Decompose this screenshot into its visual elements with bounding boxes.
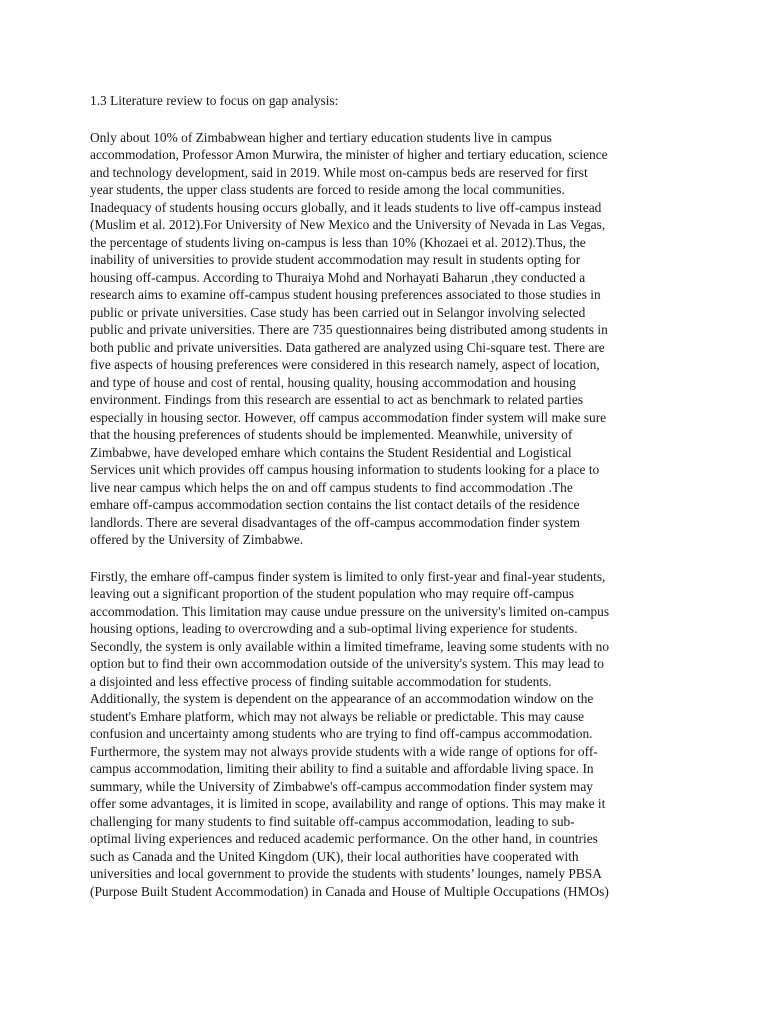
- text-line: accommodation. This limitation may cause undue pressure on the university's limited on-campus: [90, 603, 610, 619]
- text-line: the percentage of students living on-campus is less than 10% (Khozaei et al. 2012).Thus, the: [90, 234, 586, 250]
- text-line: live near campus which helps the on and off campus students to find accommodation .The: [90, 479, 573, 495]
- text-line: research aims to examine off-campus student housing preferences associated to those studies in: [90, 287, 601, 302]
- text-line: summary, while the University of Zimbabwe's off-campus accommodation finder system may: [90, 778, 593, 794]
- section-heading: 1.3 Literature review to focus on gap analysis:: [90, 93, 339, 108]
- text-line: year students, the upper class students are forced to reside among the local communities.: [90, 182, 565, 197]
- text-line: especially in housing sector. However, off campus accommodation finder system will make sure: [90, 409, 607, 425]
- text-line: (Purpose Built Student Accommodation) in Canada and House of Multiple Occupations (HMOs): [90, 883, 609, 899]
- text-line: housing options, leading to overcrowding and a sub-optimal living experience for students.: [90, 621, 578, 636]
- text-line: accommodation, Professor Amon Murwira, the minister of higher and tertiary education, science: [90, 147, 608, 162]
- text-line: offered by the University of Zimbabwe.: [90, 532, 304, 547]
- text-line: confusion and uncertainty among students who are trying to find off-campus accommodation.: [90, 726, 593, 741]
- document-body: [90, 92, 684, 919]
- text-line: Firstly, the emhare off-campus finder system is limited to only first-year and final-year students,: [90, 568, 606, 584]
- text-line: public and private universities. There are 735 questionnaires being distributed among students in: [90, 322, 608, 337]
- text-line: housing off-campus. According to Thuraiya Mohd and Norhayati Baharun ,they conducted a: [90, 269, 586, 285]
- text-line: and type of house and cost of rental, housing quality, housing accommodation and housing: [90, 374, 576, 390]
- text-line: (Muslim et al. 2012).For University of New Mexico and the University of Nevada in Las Vegas,: [90, 217, 606, 232]
- text-line: and technology development, said in 2019. While most on-campus beds are reserved for first: [90, 164, 588, 180]
- text-line: optimal living experiences and reduced academic performance. On the other hand, in countries: [90, 831, 598, 846]
- text-line: Secondly, the system is only available within a limited timeframe, leaving some students with no: [90, 638, 610, 654]
- text-line: environment. Findings from this research are essential to act as benchmark to related parties: [90, 392, 584, 407]
- text-line: student's Emhare platform, which may not always be reliable or predictable. This may cause: [90, 708, 585, 724]
- text-line: Zimbabwe, have developed emhare which contains the Student Residential and Logistical: [90, 444, 572, 460]
- text-line: option but to find their own accommodation outside of the university's system. This may lead to: [90, 656, 604, 671]
- text-line: that the housing preferences of students should be implemented. Meanwhile, university of: [90, 427, 573, 442]
- text-line: Only about 10% of Zimbabwean higher and tertiary education students live in campus: [90, 129, 552, 145]
- text-line: universities and local government to provide the students with students’ lounges, namely PBSA: [90, 866, 602, 881]
- text-line: leaving out a significant proportion of the student population who may require off-campus: [90, 586, 574, 601]
- text-line: Additionally, the system is dependent on the appearance of an accommodation window on the: [90, 691, 594, 706]
- text-line: emhare off-campus accommodation section contains the list contact details of the residence: [90, 497, 580, 512]
- paragraph-2: [90, 568, 684, 901]
- text-line: public or private universities. Case study has been carried out in Selangor involving selected: [90, 304, 586, 320]
- text-line: such as Canada and the United Kingdom (UK), their local authorities have cooperated with: [90, 848, 579, 864]
- text-line: both public and private universities. Data gathered are analyzed using Chi-square test. There are: [90, 339, 605, 355]
- text-line: five aspects of housing preferences were considered in this research namely, aspect of location,: [90, 357, 600, 372]
- text-line: Services unit which provides off campus housing information to students looking for a place to: [90, 462, 600, 477]
- text-line: a disjointed and less effective process of finding suitable accommodation for students.: [90, 673, 552, 689]
- text-line: challenging for many students to find suitable off-campus accommodation, leading to sub-: [90, 813, 575, 829]
- text-line: inability of universities to provide student accommodation may result in students opting for: [90, 252, 581, 267]
- paragraph-1: [90, 129, 684, 549]
- text-line: offer some advantages, it is limited in scope, availability and range of options. This may make it: [90, 796, 606, 811]
- text-line: landlords. There are several disadvantages of the off-campus accommodation finder system: [90, 514, 580, 530]
- text-line: Furthermore, the system may not always provide students with a wide range of options for off-: [90, 743, 598, 759]
- text-line: campus accommodation, limiting their ability to find a suitable and affordable living space. In: [90, 761, 594, 776]
- text-line: Inadequacy of students housing occurs globally, and it leads students to live off-campus instead: [90, 199, 602, 215]
